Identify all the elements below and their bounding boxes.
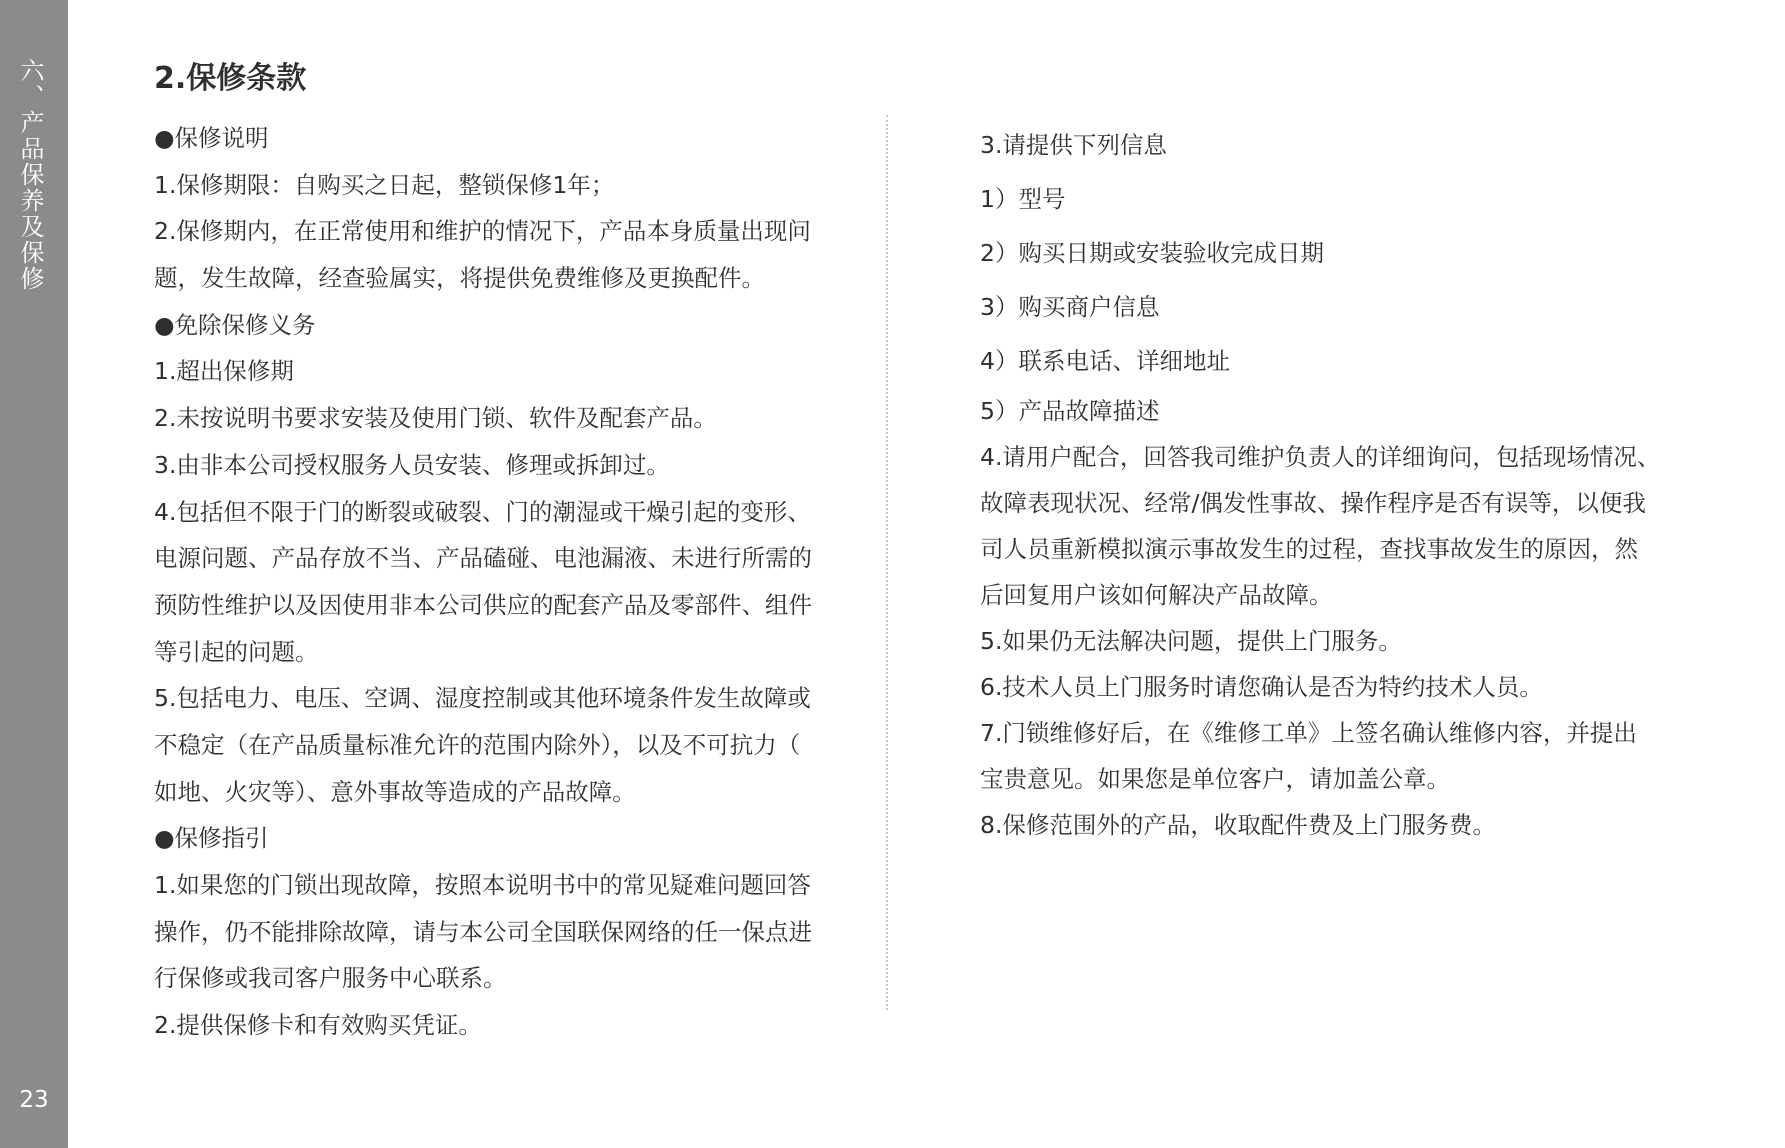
guide-item-5: 5.如果仍无法解决问题，提供上门服务。 <box>980 627 1402 655</box>
exemption-item-5-line-1: 5.包括电力、电压、空调、湿度控制或其他环境条件发生故障或 <box>154 684 811 713</box>
guide-item-7-line-1: 7.门锁维修好后，在《维修工单》上签名确认维修内容，并提出 <box>980 719 1637 747</box>
page-number: 23 <box>19 1087 49 1113</box>
guide-item-4-line-3: 司人员重新模拟演示事故发生的过程，查找事故发生的原因，然 <box>980 535 1638 563</box>
guide-item-6: 6.技术人员上门服务时请您确认是否为特约技术人员。 <box>980 673 1543 701</box>
exemption-item-4-line-1: 4.包括但不限于门的断裂或破裂、门的潮湿或干燥引起的变形、 <box>154 497 811 526</box>
exemption-title: ●免除保修义务 <box>154 310 316 339</box>
exemption-item-5-line-2: 不稳定（在产品质量标准允许的范围内除外），以及不可抗力（ <box>154 730 801 759</box>
guide-item-7-line-2: 宝贵意见。如果您是单位客户，请加盖公章。 <box>980 765 1450 793</box>
guide-item-8: 8.保修范围外的产品，收取配件费及上门服务费。 <box>980 811 1496 839</box>
info-item-purchase-date: 2）购买日期或安装验收完成日期 <box>980 239 1324 267</box>
guide-item-1-line-1: 1.如果您的门锁出现故障，按照本说明书中的常见疑难问题回答 <box>154 871 811 899</box>
exemption-item-4-line-3: 预防性维护以及因使用非本公司供应的配套产品及零部件、组件 <box>154 590 812 619</box>
info-item-contact: 4）联系电话、详细地址 <box>980 347 1230 375</box>
warranty-description-title: ●保修说明 <box>154 124 269 152</box>
guide-title: ●保修指引 <box>154 824 269 853</box>
info-item-model: 1）型号 <box>980 185 1066 213</box>
exemption-item-5-line-3: 如地、火灾等）、意外事故等造成的产品故障。 <box>154 777 636 806</box>
exemption-item-4-line-2: 电源问题、产品存放不当、产品磕碰、电池漏液、未进行所需的 <box>154 544 812 573</box>
guide-item-4-line-2: 故障表现状况、经常/偶发性事故、操作程序是否有误等，以便我 <box>980 489 1646 517</box>
guide-item-2: 2.提供保修卡和有效购买凭证。 <box>154 1011 482 1040</box>
warranty-scope-line-1: 2.保修期内，在正常使用和维护的情况下，产品本身质量出现问 <box>154 217 811 246</box>
warranty-scope-line-2: 题，发生故障，经查验属实，将提供免费维修及更换配件。 <box>154 264 765 293</box>
warranty-period: 1.保修期限：自购买之日起，整锁保修1年； <box>154 170 615 199</box>
left-column <box>154 115 874 1049</box>
guide-item-4-line-1: 4.请用户配合，回答我司维护负责人的详细询问，包括现场情况、 <box>980 443 1661 471</box>
exemption-item-2: 2.未按说明书要求安装及使用门锁、软件及配套产品。 <box>154 404 717 433</box>
exemption-item-1: 1.超出保修期 <box>154 357 294 386</box>
exemption-item-3: 3.由非本公司授权服务人员安装、修理或拆卸过。 <box>154 450 670 479</box>
guide-item-4-line-4: 后回复用户该如何解决产品故障。 <box>980 581 1333 609</box>
section-heading: 2.保修条款 <box>154 61 307 96</box>
column-divider <box>886 115 888 1010</box>
right-column <box>980 118 1760 848</box>
guide-item-1-line-3: 行保修或我司客户服务中心联系。 <box>154 964 507 993</box>
info-item-fault: 5）产品故障描述 <box>980 397 1160 425</box>
chapter-title: 六、产品保养及保修 <box>16 58 44 292</box>
info-request-title: 3.请提供下列信息 <box>980 131 1167 159</box>
guide-item-1-line-2: 操作，仍不能排除故障，请与本公司全国联保网络的任一保点进 <box>154 917 812 946</box>
exemption-item-4-line-4: 等引起的问题。 <box>154 637 319 666</box>
info-item-merchant: 3）购买商户信息 <box>980 293 1160 321</box>
chapter-sidebar <box>0 0 68 1148</box>
